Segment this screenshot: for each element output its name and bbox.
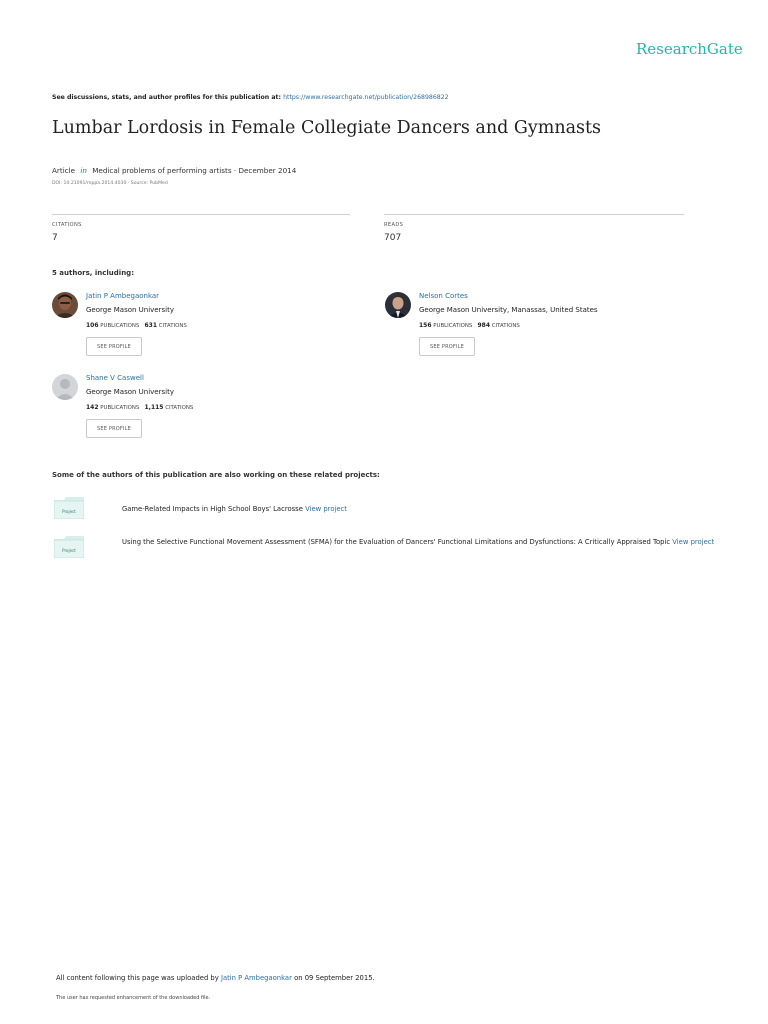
- related-projects-heading: Some of the authors of this publication are also working on these related projects:: [52, 471, 380, 479]
- publications-count: 106: [86, 322, 99, 329]
- publications-label: PUBLICATIONS: [100, 323, 140, 329]
- uploaded-prefix: All content following this page was uploaded by: [56, 974, 219, 982]
- author-photo-icon: [52, 292, 78, 318]
- author-institution: George Mason University: [86, 306, 174, 314]
- project-folder-icon: [54, 497, 84, 519]
- see-profile-button[interactable]: SEE PROFILE: [86, 337, 142, 356]
- project-icon-label: Project: [62, 548, 76, 553]
- author-stats: [86, 404, 193, 411]
- publications-count: 142: [86, 404, 99, 411]
- discussions-prefix: See discussions, stats, and author profiles for this publication at:: [52, 94, 281, 101]
- view-project-link[interactable]: View project: [672, 538, 715, 546]
- publications-count: 156: [419, 322, 432, 329]
- see-profile-button[interactable]: SEE PROFILE: [86, 419, 142, 438]
- venue-date: Medical problems of performing artists · December 2014: [92, 166, 297, 175]
- related-project: [122, 536, 722, 549]
- author-name-link[interactable]: Shane V Caswell: [86, 374, 144, 382]
- avatar[interactable]: [52, 292, 78, 318]
- reads-divider: [384, 214, 684, 215]
- doi-source: DOI: 10.21091/mppa.2014.4030 · Source: PubMed: [52, 181, 168, 186]
- reads-value: 707: [384, 233, 402, 243]
- citations-label: CITATIONS: [491, 323, 520, 329]
- article-type: Article: [52, 166, 76, 175]
- author-name-link[interactable]: Jatin P Ambegaonkar: [86, 292, 160, 300]
- avatar[interactable]: [52, 374, 78, 400]
- citations-divider: [52, 214, 350, 215]
- see-profile-button[interactable]: SEE PROFILE: [419, 337, 475, 356]
- uploaded-suffix: on 09 September 2015.: [294, 974, 375, 982]
- citations-count: 984: [477, 322, 491, 329]
- default-avatar-icon: [52, 374, 78, 400]
- author-name-link[interactable]: Nelson Cortes: [419, 292, 468, 300]
- citations-value: 7: [52, 233, 58, 243]
- avatar[interactable]: [385, 292, 411, 318]
- author-card: [385, 292, 685, 362]
- enhancement-note: The user has requested enhancement of the downloaded file.: [56, 995, 211, 1001]
- publication-url-link[interactable]: https://www.researchgate.net/publication/268986822: [283, 94, 449, 101]
- uploaded-line: [56, 974, 375, 982]
- authors-heading: 5 authors, including:: [52, 269, 134, 277]
- citations-label: CITATIONS: [52, 222, 82, 228]
- author-institution: George Mason University, Manassas, United States: [419, 306, 598, 314]
- reads-label: READS: [384, 222, 404, 228]
- article-meta: [52, 166, 296, 175]
- paper-title: Lumbar Lordosis in Female Collegiate Dancers and Gymnasts: [52, 118, 602, 138]
- citations-label: CITATIONS: [165, 405, 194, 411]
- author-photo-icon: [385, 292, 411, 318]
- publications-label: PUBLICATIONS: [433, 323, 473, 329]
- author-stats: [419, 322, 520, 329]
- uploader-link[interactable]: Jatin P Ambegaonkar: [220, 974, 292, 982]
- project-title: Game-Related Impacts in High School Boys' Lacrosse: [122, 505, 303, 513]
- project-folder-icon: [54, 536, 84, 558]
- project-title: Using the Selective Functional Movement Assessment (SFMA) for the Evaluation of Dancers' Functional Limitations and Dysfunctions: A Critically Appraised Topic: [122, 538, 671, 546]
- researchgate-logo[interactable]: ResearchGate: [636, 40, 743, 58]
- citations-label: CITATIONS: [158, 323, 187, 329]
- author-card: [52, 374, 352, 444]
- author-card: [52, 292, 352, 362]
- related-project: [122, 503, 722, 516]
- project-icon-label: Project: [62, 509, 76, 514]
- view-project-link[interactable]: View project: [305, 505, 347, 513]
- author-institution: George Mason University: [86, 388, 174, 396]
- publications-label: PUBLICATIONS: [100, 405, 140, 411]
- in-word: in: [80, 166, 87, 175]
- discussions-line: [52, 94, 449, 101]
- citations-count: 1,115: [144, 404, 164, 411]
- author-stats: [86, 322, 187, 329]
- citations-count: 631: [144, 322, 158, 329]
